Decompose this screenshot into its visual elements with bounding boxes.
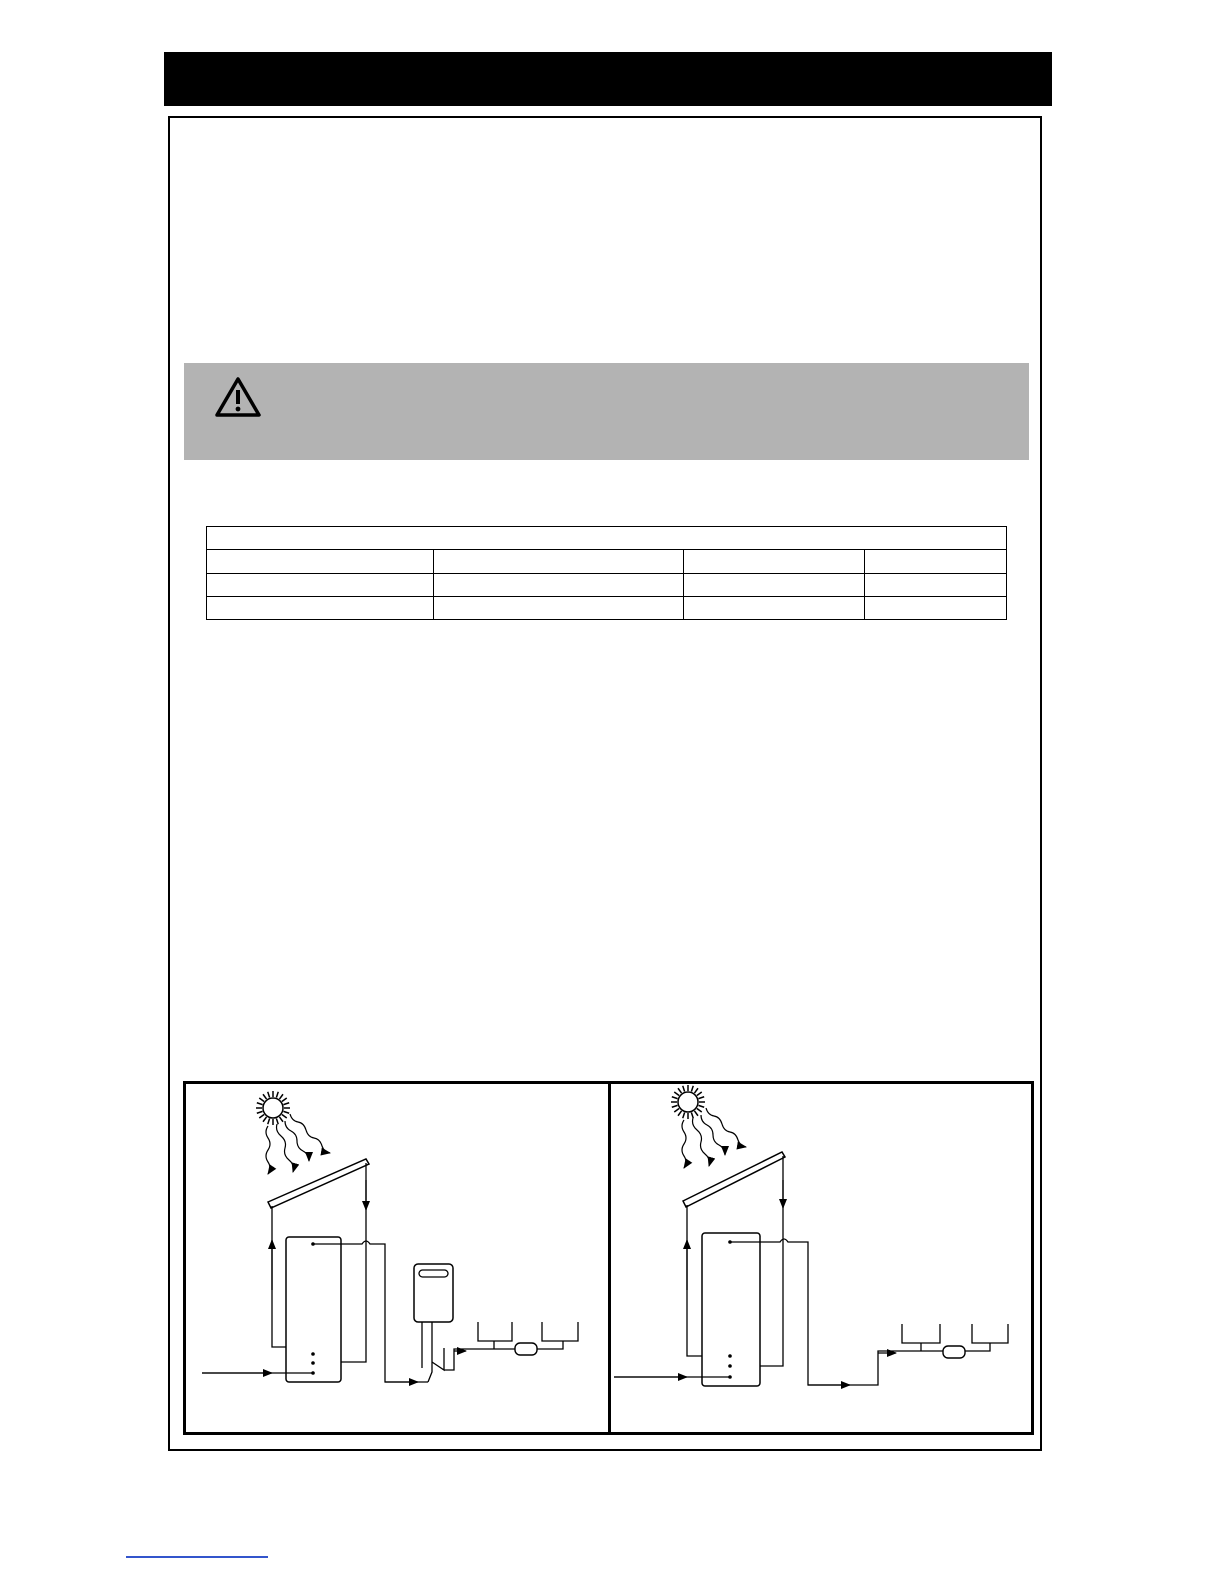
sun-ray xyxy=(259,1114,264,1118)
solar-collector-icon xyxy=(683,1152,785,1207)
sun-ray xyxy=(268,1092,270,1098)
table-cell xyxy=(434,573,684,596)
table-cell xyxy=(207,527,1007,550)
storage-tank-icon xyxy=(286,1237,341,1382)
table-header-row xyxy=(207,527,1007,550)
warning-triangle-icon xyxy=(214,376,262,418)
radiation-waves xyxy=(266,1114,330,1174)
table-cell xyxy=(865,596,1007,619)
footer-link[interactable] xyxy=(126,1556,268,1558)
sun-ray xyxy=(672,1105,678,1107)
diagram-with-booster xyxy=(183,1081,609,1435)
sun-ray xyxy=(698,1105,704,1107)
sun-icon xyxy=(256,1091,290,1125)
sun-ray xyxy=(263,1117,267,1122)
sun-ray xyxy=(283,1103,289,1105)
table-cell xyxy=(434,550,684,573)
sun-ray xyxy=(694,1111,698,1116)
sun-ray xyxy=(674,1108,679,1112)
header-bar xyxy=(164,52,1052,106)
sun-ray xyxy=(678,1111,682,1116)
sun-ray xyxy=(672,1097,678,1099)
sun-ray xyxy=(683,1112,685,1118)
table-cell xyxy=(434,596,684,619)
sun-ray xyxy=(282,1098,287,1102)
sun-ray xyxy=(674,1092,679,1096)
sun-ray xyxy=(678,1088,682,1093)
sun-ray xyxy=(276,1118,278,1124)
diagram-without-booster xyxy=(611,1081,1034,1435)
caution-box xyxy=(184,363,1029,460)
table-cell xyxy=(684,550,865,573)
sun-ray xyxy=(279,1094,283,1099)
sun-ray xyxy=(276,1092,278,1098)
table-cell xyxy=(207,550,434,573)
cold-and-hot-pipes xyxy=(202,1241,515,1382)
water-heater-icon xyxy=(414,1264,453,1322)
sun-ray xyxy=(697,1108,702,1112)
sun-ray xyxy=(697,1092,702,1096)
solar-collector-icon xyxy=(268,1159,369,1208)
sun-ray xyxy=(283,1111,289,1113)
sun-ray xyxy=(691,1086,693,1092)
sun-ray xyxy=(683,1086,685,1092)
tempering-valve-icon xyxy=(515,1343,537,1355)
sun-ray xyxy=(691,1112,693,1118)
spec-table xyxy=(206,526,1007,620)
sun-ray xyxy=(259,1098,264,1102)
sun-ray xyxy=(698,1097,704,1099)
sun-ray xyxy=(257,1103,263,1105)
table-cell xyxy=(207,596,434,619)
table-cell xyxy=(865,550,1007,573)
table-cell xyxy=(207,573,434,596)
table-row xyxy=(207,573,1007,596)
sun-ray xyxy=(694,1088,698,1093)
sun-icon xyxy=(671,1085,705,1119)
table-cell xyxy=(684,573,865,596)
table-row xyxy=(207,550,1007,573)
sun-ray xyxy=(282,1114,287,1118)
tempering-valve-icon xyxy=(943,1346,965,1358)
sun-ray xyxy=(257,1111,263,1113)
table-row xyxy=(207,596,1007,619)
sun-ray xyxy=(268,1118,270,1124)
sun-ray xyxy=(263,1094,267,1099)
storage-tank-icon xyxy=(702,1233,760,1386)
radiation-waves xyxy=(682,1108,746,1168)
sun-ray xyxy=(279,1117,283,1122)
cold-and-hot-pipes xyxy=(614,1239,943,1385)
table-cell xyxy=(684,596,865,619)
table-cell xyxy=(865,573,1007,596)
